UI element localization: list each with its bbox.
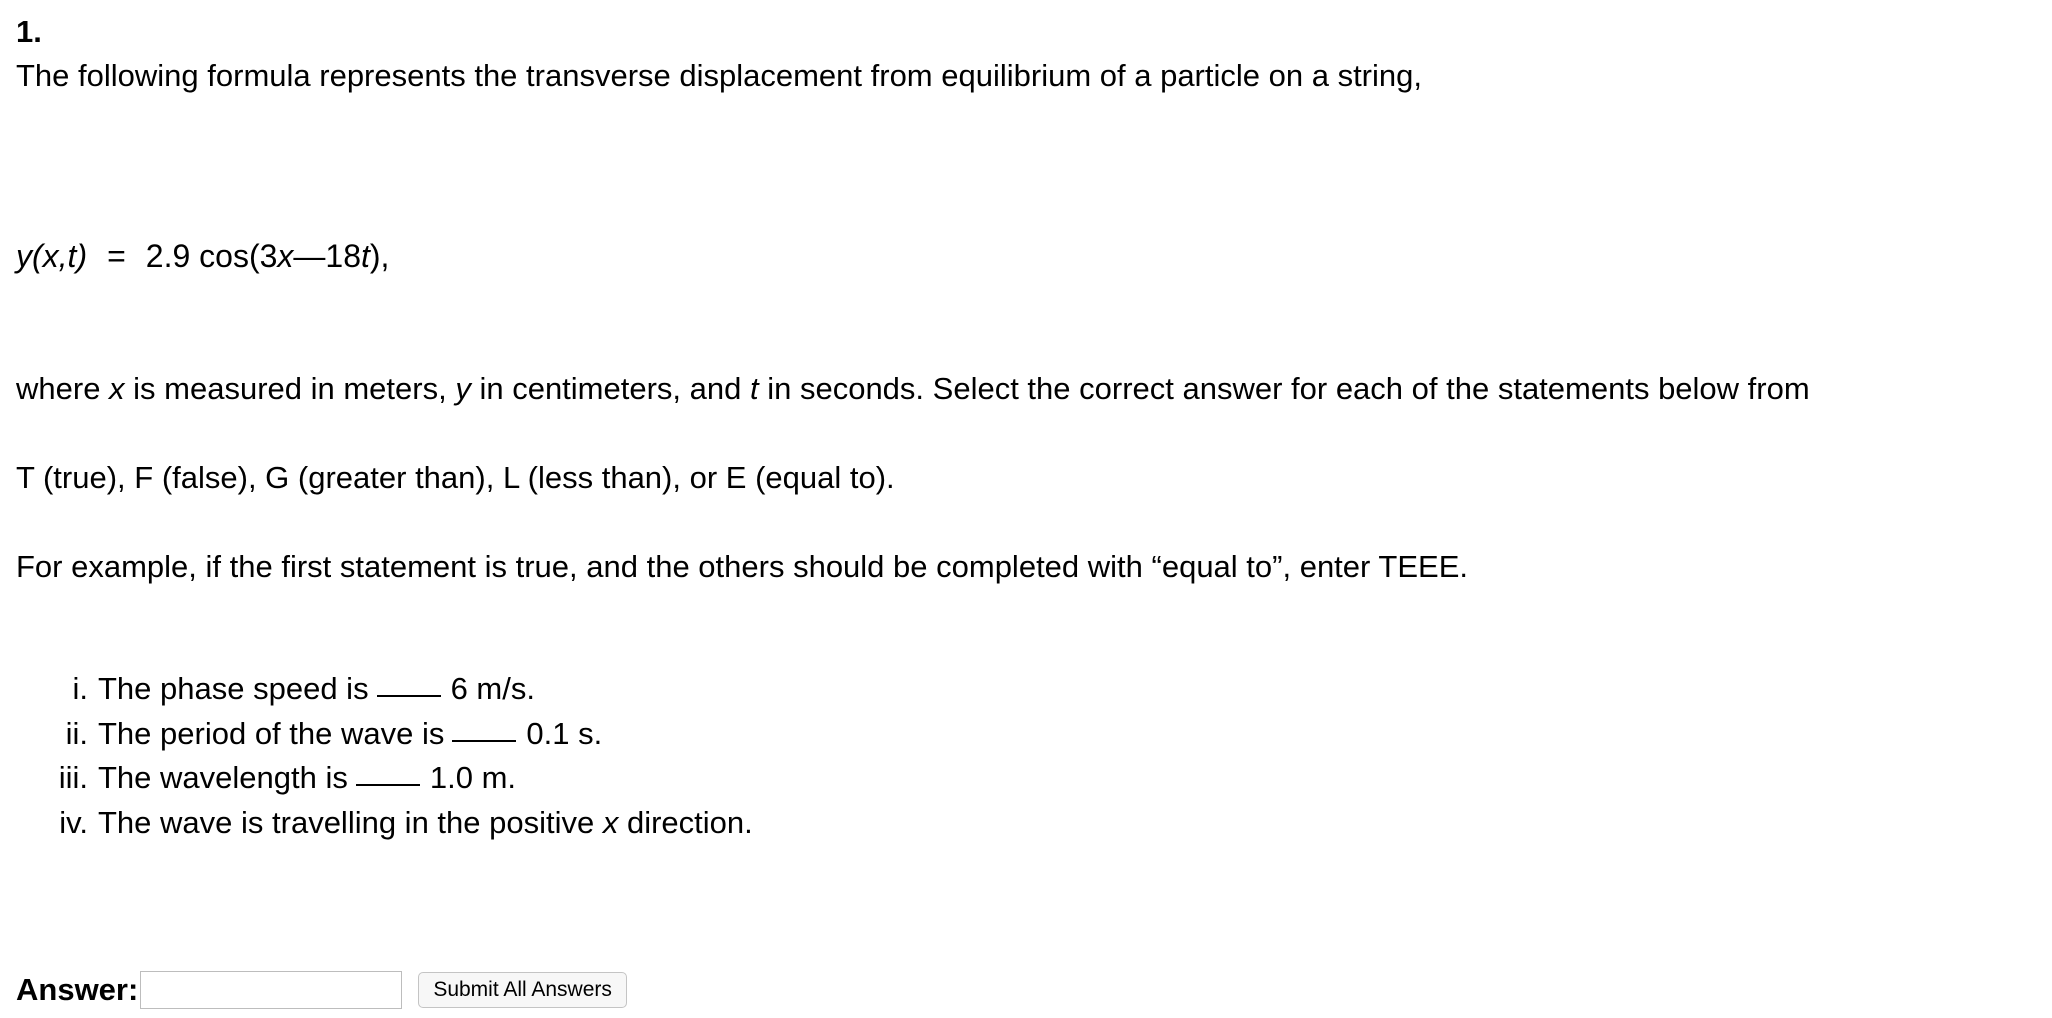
where-var-x: x: [109, 371, 125, 406]
statement-value: 6 m/s.: [450, 671, 535, 706]
statement-text-part: direction.: [618, 804, 753, 840]
formula-rhs-minus: —18: [293, 238, 361, 274]
statement-text: [98, 801, 753, 846]
example-text: For example, if the first statement is true, and the others should be completed with “equal to”, enter TEEE.: [16, 549, 1468, 584]
statement-blank: [377, 667, 441, 697]
statement-number: iv.: [59, 804, 88, 840]
statement-text: The phase speed is: [98, 671, 369, 706]
formula-equals: =: [107, 238, 126, 274]
submit-all-answers-button[interactable]: Submit All Answers: [418, 972, 627, 1008]
formula-lhs: y(x,t): [16, 238, 88, 274]
answer-label: Answer:: [16, 972, 139, 1007]
question-intro: The following formula represents the transverse displacement from equilibrium of a particle on a string,: [16, 58, 1422, 93]
question-number: 1.: [16, 14, 42, 49]
statement-item: [0, 756, 753, 801]
where-text-4: in seconds. Select the correct answer for each of the statements below from: [758, 371, 1810, 406]
wave-formula: [16, 232, 389, 280]
statement-blank: [356, 756, 420, 786]
units-description: [16, 369, 1810, 409]
where-text-1: where: [16, 371, 110, 406]
statement-item: [0, 712, 753, 757]
formula-var-x: x: [277, 238, 294, 274]
formula-rhs-suffix: ),: [369, 238, 390, 274]
statement-text: The wavelength is: [98, 760, 348, 795]
statement-item: [0, 801, 753, 846]
statement-var-x: x: [602, 804, 619, 840]
answer-row: [16, 970, 627, 1010]
statement-number: iii.: [58, 760, 88, 795]
statement-list: [0, 667, 753, 845]
answer-choices-text: T (true), F (false), G (greater than), L (less than), or E (equal to).: [16, 460, 895, 495]
statement-value: 0.1 s.: [526, 715, 603, 751]
where-var-y: y: [455, 371, 471, 406]
answer-input[interactable]: [140, 971, 402, 1009]
statement-number: ii.: [65, 715, 88, 751]
where-var-t: t: [749, 371, 759, 406]
statement-text-part: The wave is travelling in the positive: [98, 804, 603, 840]
where-text-2: is measured in meters,: [124, 371, 456, 406]
statement-number: i.: [72, 671, 88, 706]
formula-rhs-prefix: 2.9 cos(3: [145, 238, 278, 274]
formula-var-t: t: [361, 238, 370, 274]
statement-blank: [452, 712, 516, 742]
where-text-3: in centimeters, and: [470, 371, 750, 406]
statement-text: The period of the wave is: [98, 715, 445, 751]
statement-item: [0, 667, 753, 712]
statement-value: 1.0 m.: [429, 760, 517, 795]
